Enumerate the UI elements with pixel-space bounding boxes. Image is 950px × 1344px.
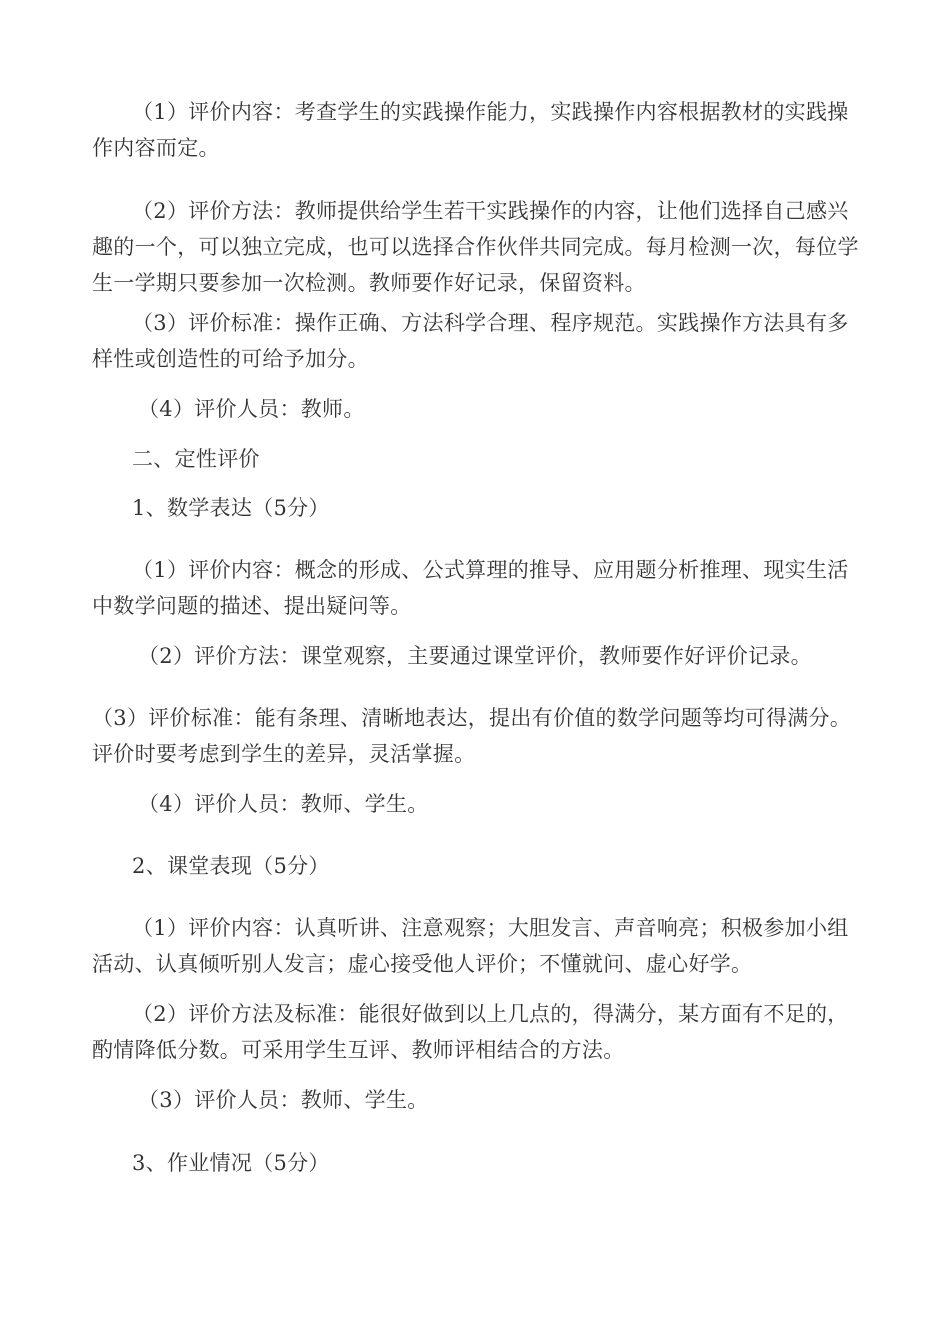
paragraph: （3）评价人员：教师、学生。 [138,1088,429,1112]
subsection-heading: 1、数学表达（5分） [132,496,330,520]
paragraph: （4）评价人员：教师、学生。 [138,792,429,816]
paragraph: （2）评价方法及标准：能很好做到以上几点的，得满分，某方面有不足的，酌情降低分数。可采用学生互评、教师评相结合的方法。 [92,1002,849,1062]
paragraph: （3）评价标准：能有条理、清晰地表达，提出有价值的数学问题等均可得满分。评价时要考虑到学生的差异，灵活掌握。 [92,706,852,766]
paragraph: （2）评价方法：课堂观察，主要通过课堂评价，教师要作好评价记录。 [138,644,812,668]
subsection-heading: 3、作业情况（5分） [132,1151,330,1175]
paragraph: （3）评价标准：操作正确、方法科学合理、程序规范。实践操作方法具有多样性或创造性的可给予加分。 [92,311,849,371]
section-heading: 二、定性评价 [132,447,260,471]
paragraph: （4）评价人员：教师。 [138,397,365,421]
paragraph: （1）评价内容：考查学生的实践操作能力，实践操作内容根据教材的实践操作内容而定。 [92,100,849,160]
paragraph: （2）评价方法：教师提供给学生若干实践操作的内容，让他们选择自己感兴趣的一个，可以独立完成，也可以选择合作伙伴共同完成。每月检测一次，每位学生一学期只要参加一次检测。教师要作好记录，保留资料。 [92,199,859,295]
subsection-heading: 2、课堂表现（5分） [132,854,330,878]
paragraph: （1）评价内容：认真听讲、注意观察；大胆发言、声音响亮；积极参加小组活动、认真倾听别人发言；虚心接受他人评价；不懂就问、虚心好学。 [92,916,849,976]
paragraph: （1）评价内容：概念的形成、公式算理的推导、应用题分析推理、现实生活中数学问题的描述、提出疑问等。 [92,558,849,618]
